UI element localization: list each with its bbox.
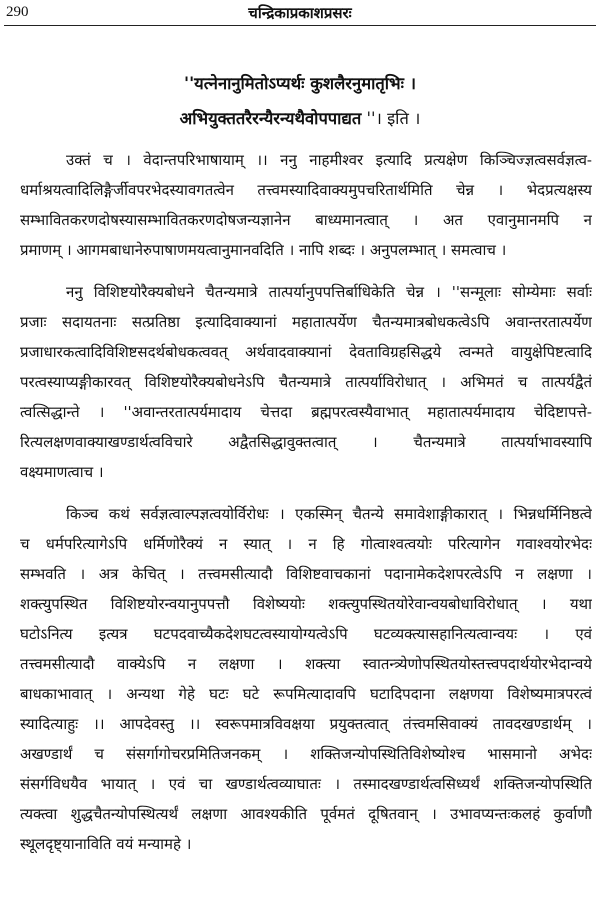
page-header xyxy=(0,0,600,30)
text-line: स्थूलदृष्ट्यानाविति वयं मन्यामहे । xyxy=(20,835,192,853)
text-line: अखण्डार्थं च संसर्गागोचरप्रमितिजनकम् । शक्तिजन्योपस्थितिविशेष्योश्च भासमानो अभेदः xyxy=(20,745,592,763)
running-title: चन्द्रिकाप्रकाशप्रसरः xyxy=(248,4,352,22)
text-line: प्रजाधारकत्वादिविशिष्टसदर्थबोधकत्ववत् अर्थवादवाक्यानां देवताविग्रहसिद्धये त्वन्मते वायुक्षेपिष्टत्वादि xyxy=(20,343,592,361)
text-line: धर्माश्रयत्वादिलिङ्गैर्जीवपरभेदस्यावगतत्वेन तत्त्वमस्यादिवाक्यमुपचरितार्थमिति चेन्न । भेदप्रत्यक्षस्य xyxy=(20,181,592,199)
text-line: शक्त्युपस्थित विशिष्टयोरन्वयानुपपत्तौ विशेष्ययोः शक्त्युपस्थितयोरेवान्वयबोधाविरोधात् । यथा xyxy=(20,595,592,613)
text-line: सम्भावितकरणदोषस्यासम्भावितकरणदोषजन्यज्ञानेन बाध्यमानत्वात् । अत एवानुमानमपि न xyxy=(20,211,592,229)
text-line: रित्यलक्षणवाक्याखण्डार्थत्वविचारे अद्वैतसिद्धावुक्तत्वात् । चैतन्यमात्रे तात्पर्याभावस्यापि xyxy=(20,433,592,451)
paragraph-1 xyxy=(20,145,592,265)
text-line: घटोऽनित्य इत्यत्र घटपदवाच्यैकदेशघटत्वस्यायोग्यत्वेऽपि घटव्यक्त्यासहानित्यत्वान्वयः । एवं xyxy=(20,625,592,643)
text-line: बाधकाभावात् । अन्यथा गेहे घटः घटे रूपमित्यादावपि घटादिपदाना लक्षणया विशेष्यमात्रपरत्वं xyxy=(20,685,592,703)
text-line: ननु विशिष्टयोरैक्यबोधने चैतन्यमात्रे तात्पर्यानुपपत्तिर्बाधिकेति चेन्न । ''सन्मूलाः सोम्येमाः सर्वाः xyxy=(66,283,592,301)
verse-line-1: ''यत्नेनानुमितोऽप्यर्थः कुशलैरनुमातृभिः । xyxy=(184,74,416,93)
text-line: तत्त्वमसीत्यादौ वाक्येऽपि न लक्षणा । शक्त्या स्वातन्त्र्येणोपस्थितयोस्तत्त्वपदार्थयोरभेदान्वये xyxy=(20,655,592,673)
verse-line-2-text: अभियुक्ततरैरन्यैरन्यथैवोपपाद्यत xyxy=(179,109,362,128)
header-rule xyxy=(4,25,596,26)
text-line: किञ्च कथं सर्वज्ञत्वाल्पज्ञत्वयोर्विरोधः । एकस्मिन् चैतन्ये समावेशाङ्गीकारात् । भिन्नधर्मिनिष्ठत्वे xyxy=(66,505,592,523)
text-line: च धर्मपरित्यागेऽपि धर्मिणोरैक्यं न स्यात् । न हि गोत्वाश्वत्वयोः परित्यागेन गवाश्वयोरभेदः xyxy=(20,535,592,553)
text-line: उक्तं च । वेदान्तपरिभाषायाम् ।। ननु नाहमीश्वर इत्यादि प्रत्यक्षेण किञ्चिज्ज्ञत्वसर्वज्ञत्व- xyxy=(66,151,592,169)
quoted-verse xyxy=(0,66,600,136)
text-line: प्रमाणम् । आगमबाधानेरुपाषाणमयत्वानुमानवदिति । नापि शब्दः । अनुपलम्भात् । समत्वाच । xyxy=(20,241,507,259)
paragraph-3 xyxy=(20,499,592,859)
page-number: 290 xyxy=(6,4,29,20)
text-line: त्वत्सिद्धान्ते । ''अवान्तरतात्पर्यमादाय चेत्तदा ब्रह्मपरत्वस्यैवाभात् महातात्पर्यमादाय चेदिष्टापत्ते- xyxy=(20,403,592,421)
text-line: सम्भवति । अत्र केचित् । तत्त्वमसीत्यादौ विशिष्टवाचकानां पदानामेकदेशपरत्वेऽपि न लक्षणा । xyxy=(20,565,592,583)
verse-line-2-tail: ''। इति । xyxy=(361,109,421,128)
paragraph-2 xyxy=(20,277,592,487)
text-line: त्यक्त्वा शुद्धचैतन्योपस्थित्यर्थं लक्षणा आवश्यकीति पूर्वमतं दूषितवान् । उभावप्यन्तःकलहं कुर्वाणौ xyxy=(20,805,592,823)
text-line: प्रजाः सदायतनाः सत्प्रतिष्ठा इत्यादिवाक्यानां महातात्पर्येण चैतन्यमात्रबोधकत्वेऽपि अवान्तरतात्पर्येण xyxy=(20,313,592,331)
text-line: स्यादित्याहुः ।। आपदेवस्तु ।। स्वरूपमात्रविवक्षया प्रयुक्तत्वात् तंत्त्वमसिवाक्यं तावदखण्डार्थम् । xyxy=(20,715,592,733)
text-line: संसर्गविधयैव भायात् । एवं चा खण्डार्थत्वव्याघातः । तस्मादखण्डार्थत्वसिध्यर्थं शक्तिजन्योपस्थिति xyxy=(20,775,592,793)
text-line: परत्वस्याप्यङ्गीकारवत् विशिष्टयोरैक्यबोधनेऽपि चैतन्यमात्रे तात्पर्याविरोधात् । अभिमतं च तात्पर्यद्वैतं xyxy=(20,373,592,391)
text-line: वक्ष्यमाणत्वाच । xyxy=(20,463,104,481)
verse-line-2 xyxy=(0,101,600,136)
body-text xyxy=(20,145,592,871)
